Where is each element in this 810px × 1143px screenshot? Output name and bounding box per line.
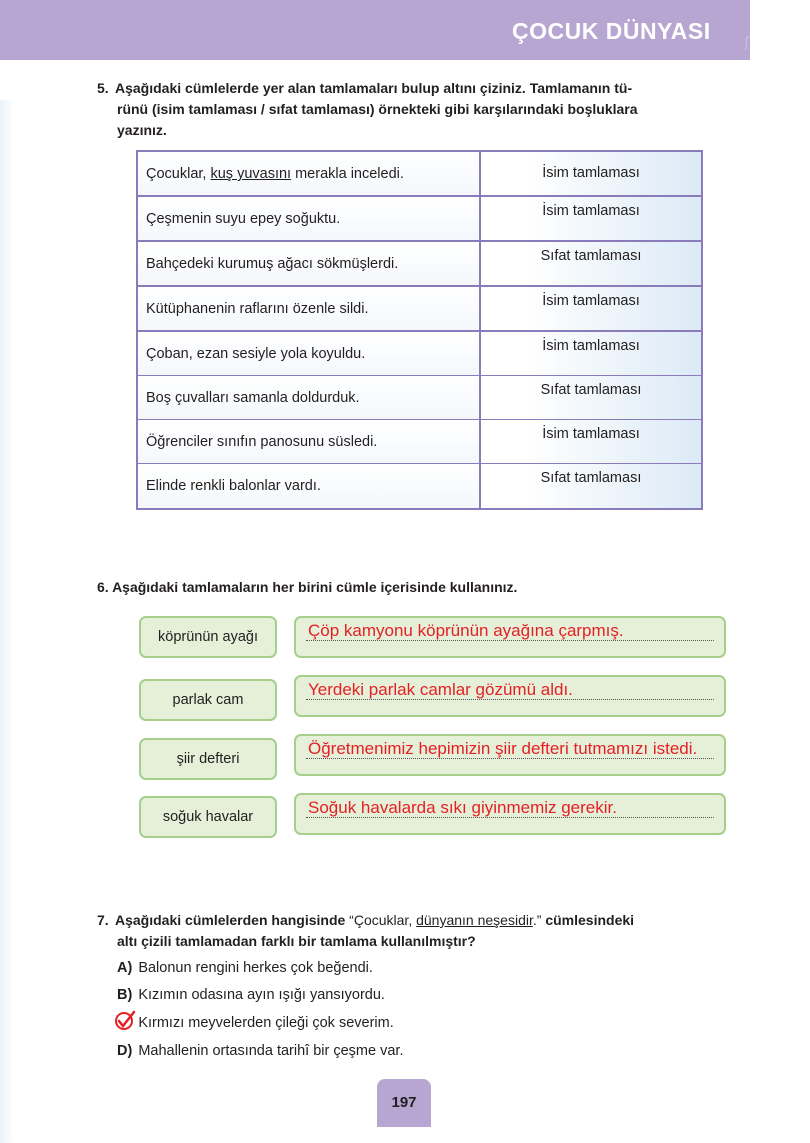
table-sentence: Bahçedeki kurumuş ağacı sökmüşlerdi. — [138, 242, 481, 285]
table-sentence: Çoban, ezan sesiyle yola koyuldu. — [138, 332, 481, 375]
quote-close: .” — [532, 912, 546, 928]
table-row — [138, 376, 701, 421]
term-box: soğuk havalar — [139, 796, 277, 838]
table-sentence — [138, 152, 481, 195]
handwritten-answer: Öğretmenimiz hepimizin şiir defteri tutmamızı istedi. — [308, 739, 698, 758]
answer-box[interactable] — [294, 793, 726, 835]
table-answer-cell[interactable] — [481, 464, 701, 508]
option-letter: A) — [117, 960, 133, 976]
table-answer-cell[interactable] — [481, 332, 701, 375]
page-number: 197 — [391, 1094, 417, 1111]
table-sentence: Boş çuvalları samanla doldurduk. — [138, 376, 481, 419]
question-5-prompt — [97, 78, 727, 141]
table-answer-cell[interactable] — [481, 152, 701, 195]
margin-strip — [0, 100, 14, 1143]
option-b[interactable] — [117, 987, 385, 1003]
option-text: Balonun rengini herkes çok beğendi. — [138, 960, 373, 976]
table-answer: İsim tamlaması — [542, 426, 640, 442]
table-row — [138, 242, 701, 287]
table-answer-cell[interactable] — [481, 242, 701, 285]
handwritten-answer: Yerdeki parlak camlar gözümü aldı. — [308, 680, 573, 699]
question-7-prompt — [97, 910, 727, 952]
option-text: Kızımın odasına ayın ışığı yansıyordu. — [138, 987, 385, 1003]
table-answer: İsim tamlaması — [542, 293, 640, 309]
fountain-pen-icon — [735, 0, 810, 62]
question-7-text: Aşağıdaki cümlelerden hangisinde — [115, 912, 346, 928]
option-c[interactable] — [117, 1015, 394, 1031]
question-6-text: Aşağıdaki tamlamaların her birini cümle içerisinde kullanınız. — [112, 579, 518, 595]
table-row — [138, 152, 701, 197]
question-6-prompt — [97, 577, 517, 598]
question-5-number: 5. — [97, 80, 109, 96]
option-text: Kırmızı meyvelerden çileği çok severim. — [138, 1015, 394, 1031]
table-row — [138, 464, 701, 508]
question-5-line-1: Aşağıdaki cümlelerde yer alan tamlamaları bulup altını çiziniz. Tamlamanın tü- — [115, 80, 633, 96]
question-5-line-2: rünü (isim tamlaması / sıfat tamlaması) örnekteki gibi karşılarındaki boşluklara — [117, 101, 638, 117]
table-answer: İsim tamlaması — [542, 203, 640, 219]
table-sentence: Öğrenciler sınıfın panosunu süsledi. — [138, 420, 481, 463]
answer-box[interactable] — [294, 616, 726, 658]
table-answer: Sıfat tamlaması — [540, 248, 642, 264]
quote-open: “Çocuklar, — [345, 912, 417, 928]
sentence-underlined-phrase: kuş yuvasını — [210, 166, 292, 182]
table-answer: İsim tamlaması — [542, 165, 640, 181]
handwritten-answer: Çöp kamyonu köprünün ayağına çarpmış. — [308, 621, 624, 640]
answer-box[interactable] — [294, 734, 726, 776]
table-answer: Sıfat tamlaması — [540, 470, 642, 486]
table-answer-cell[interactable] — [481, 287, 701, 330]
table-answer-cell[interactable] — [481, 376, 701, 419]
quote-underlined-phrase: dünyanın neşesidir — [416, 912, 533, 928]
section-title: ÇOCUK DÜNYASI — [512, 18, 711, 44]
table-answer-cell[interactable] — [481, 197, 701, 240]
table-answer: Sıfat tamlaması — [540, 382, 642, 398]
option-d[interactable] — [117, 1043, 403, 1059]
term-box: şiir defteri — [139, 738, 277, 780]
table-sentence: Çeşmenin suyu epey soğuktu. — [138, 197, 481, 240]
question-6-number: 6. — [97, 579, 109, 595]
table-row — [138, 332, 701, 377]
question-7-number: 7. — [97, 912, 109, 928]
tamlama-table — [136, 150, 703, 510]
term-box: köprünün ayağı — [139, 616, 277, 658]
answer-box[interactable] — [294, 675, 726, 717]
term-box: parlak cam — [139, 679, 277, 721]
selected-answer-check-icon — [114, 1010, 136, 1032]
table-row — [138, 197, 701, 242]
option-letter: B) — [117, 987, 133, 1003]
option-a[interactable] — [117, 960, 373, 976]
option-text: Mahallenin ortasında tarihî bir çeşme var. — [138, 1043, 404, 1059]
question-5-line-3: yazınız. — [117, 122, 167, 138]
table-answer: İsim tamlaması — [542, 338, 640, 354]
table-sentence: Kütüphanenin raflarını özenle sildi. — [138, 287, 481, 330]
table-row — [138, 287, 701, 332]
option-letter: D) — [117, 1043, 133, 1059]
sentence-text: Çocuklar, — [146, 166, 211, 182]
question-7-text-end: cümlesindeki — [545, 912, 635, 928]
table-row — [138, 420, 701, 465]
handwritten-answer: Soğuk havalarda sıkı giyinmemiz gerekir. — [308, 798, 617, 817]
table-sentence: Elinde renkli balonlar vardı. — [138, 464, 481, 508]
sentence-text-end: merakla inceledi. — [291, 166, 404, 182]
table-answer-cell[interactable] — [481, 420, 701, 463]
question-7-line-2: altı çizili tamlamadan farklı bir tamlama kullanılmıştır? — [117, 933, 476, 949]
